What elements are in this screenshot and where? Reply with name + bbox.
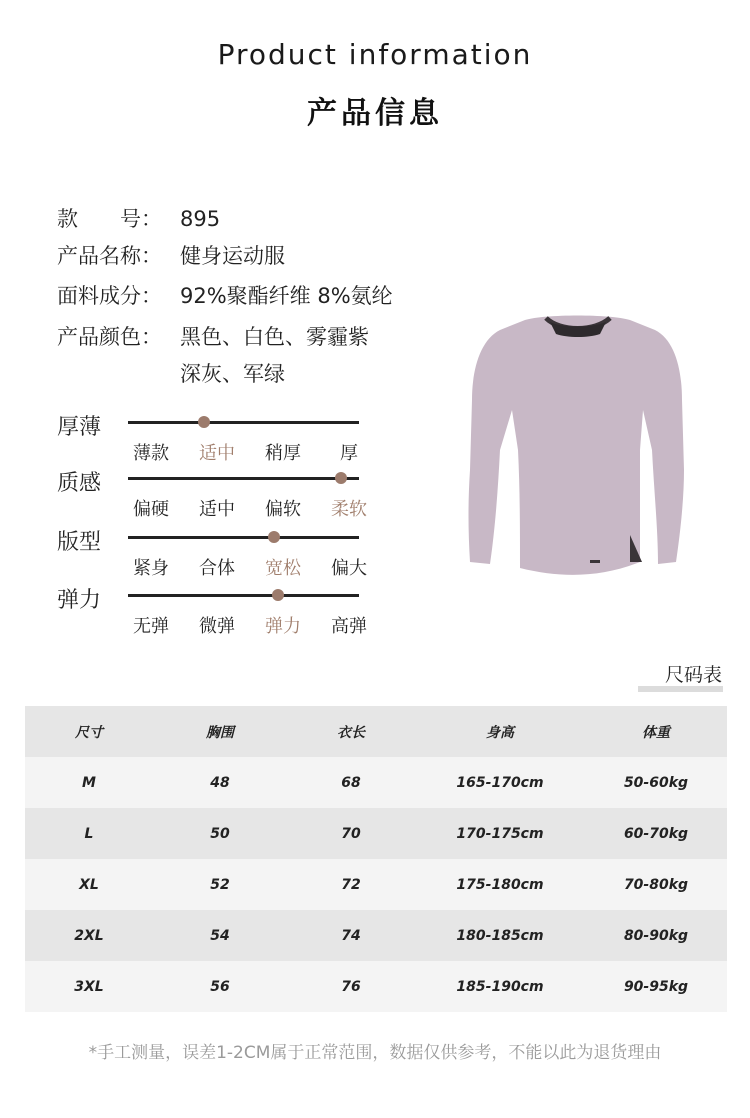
- table-row: [25, 961, 727, 1012]
- attribute-option: 柔软: [331, 499, 367, 520]
- table-cell: 90-95kg: [585, 961, 727, 1012]
- table-row: [25, 808, 727, 859]
- spec-model: [57, 203, 220, 233]
- size-chart-tab[interactable]: 尺码表: [664, 664, 722, 686]
- table-cell: 185-190cm: [415, 961, 585, 1012]
- table-cell: L: [25, 808, 153, 859]
- spec-value: 深灰、军绿: [180, 362, 285, 386]
- attribute-scale-line: [128, 477, 359, 480]
- table-cell: 74: [287, 910, 415, 961]
- attribute-option: 适中: [199, 499, 235, 520]
- attribute-title: 弹力: [57, 588, 102, 613]
- size-chart-tab-underline: [638, 686, 723, 692]
- table-cell: 175-180cm: [415, 859, 585, 910]
- spec-colors: [57, 321, 369, 351]
- attribute-option: 合体: [199, 558, 235, 579]
- attribute-scale-line: [128, 421, 359, 424]
- spec-label: 面料成分：: [57, 284, 162, 308]
- title-english: Product information: [217, 38, 533, 71]
- attribute-option: 薄款: [133, 443, 169, 464]
- header-cell: 身高: [415, 706, 585, 757]
- attribute-scale-line: [128, 594, 359, 597]
- table-cell: 50-60kg: [585, 757, 727, 808]
- attribute-option: 厚: [340, 443, 358, 464]
- attribute-options: [118, 495, 382, 521]
- attribute-options: [118, 612, 382, 638]
- spec-value: 健身运动服: [180, 244, 285, 268]
- attribute-option: 适中: [199, 443, 235, 464]
- table-cell: 70: [287, 808, 415, 859]
- attribute-options: [118, 554, 382, 580]
- table-cell: 56: [153, 961, 287, 1012]
- attribute-option: 偏软: [265, 499, 301, 520]
- table-cell: 50: [153, 808, 287, 859]
- spec-name: [57, 240, 285, 270]
- table-cell: 48: [153, 757, 287, 808]
- spec-label: 款 号：: [57, 207, 162, 231]
- table-cell: 76: [287, 961, 415, 1012]
- table-cell: 60-70kg: [585, 808, 727, 859]
- table-row: [25, 910, 727, 961]
- attribute-scale-line: [128, 536, 359, 539]
- table-cell: 72: [287, 859, 415, 910]
- table-row: [25, 859, 727, 910]
- spec-value: 黑色、白色、雾霾紫: [180, 325, 369, 349]
- attribute-title: 质感: [57, 471, 102, 496]
- header-cell: 胸围: [153, 706, 287, 757]
- attribute-marker-dot: [335, 472, 347, 484]
- table-cell: 2XL: [25, 910, 153, 961]
- spec-fabric: [57, 280, 393, 310]
- title-chinese: 产品信息: [307, 96, 443, 131]
- spec-value: 895: [180, 207, 221, 231]
- table-row: [25, 757, 727, 808]
- attribute-option: 紧身: [133, 558, 169, 579]
- attribute-marker-dot: [268, 531, 280, 543]
- long-sleeve-shirt-image: [450, 300, 705, 590]
- measurement-note: *手工测量，误差1-2CM属于正常范围，数据仅供参考，不能以此为退货理由: [88, 1043, 662, 1063]
- spec-value: 92%聚酯纤维 8%氨纶: [180, 284, 393, 308]
- attribute-title: 版型: [57, 530, 102, 555]
- spec-label: 产品名称：: [57, 244, 162, 268]
- table-header-row: [25, 706, 727, 757]
- attribute-option: 偏硬: [133, 499, 169, 520]
- attribute-marker-dot: [272, 589, 284, 601]
- attribute-marker-dot: [198, 416, 210, 428]
- table-cell: 80-90kg: [585, 910, 727, 961]
- table-cell: 68: [287, 757, 415, 808]
- table-cell: 180-185cm: [415, 910, 585, 961]
- table-cell: M: [25, 757, 153, 808]
- spec-colors-cont: [57, 358, 285, 388]
- table-cell: 165-170cm: [415, 757, 585, 808]
- attribute-option: 偏大: [331, 558, 367, 579]
- spec-label: 产品颜色：: [57, 325, 162, 349]
- attribute-option: 无弹: [133, 616, 169, 637]
- table-cell: 52: [153, 859, 287, 910]
- attribute-option: 宽松: [265, 558, 301, 579]
- attribute-option: 稍厚: [265, 443, 301, 464]
- size-chart-table: [25, 706, 727, 1012]
- attribute-option: 高弹: [331, 616, 367, 637]
- header-cell: 尺寸: [25, 706, 153, 757]
- table-cell: 3XL: [25, 961, 153, 1012]
- table-cell: 54: [153, 910, 287, 961]
- attribute-option: 微弹: [199, 616, 235, 637]
- header-cell: 体重: [585, 706, 727, 757]
- attribute-option: 弹力: [265, 616, 301, 637]
- attribute-title: 厚薄: [57, 415, 102, 440]
- table-cell: XL: [25, 859, 153, 910]
- table-cell: 170-175cm: [415, 808, 585, 859]
- attribute-options: [118, 439, 382, 465]
- header-cell: 衣长: [287, 706, 415, 757]
- table-cell: 70-80kg: [585, 859, 727, 910]
